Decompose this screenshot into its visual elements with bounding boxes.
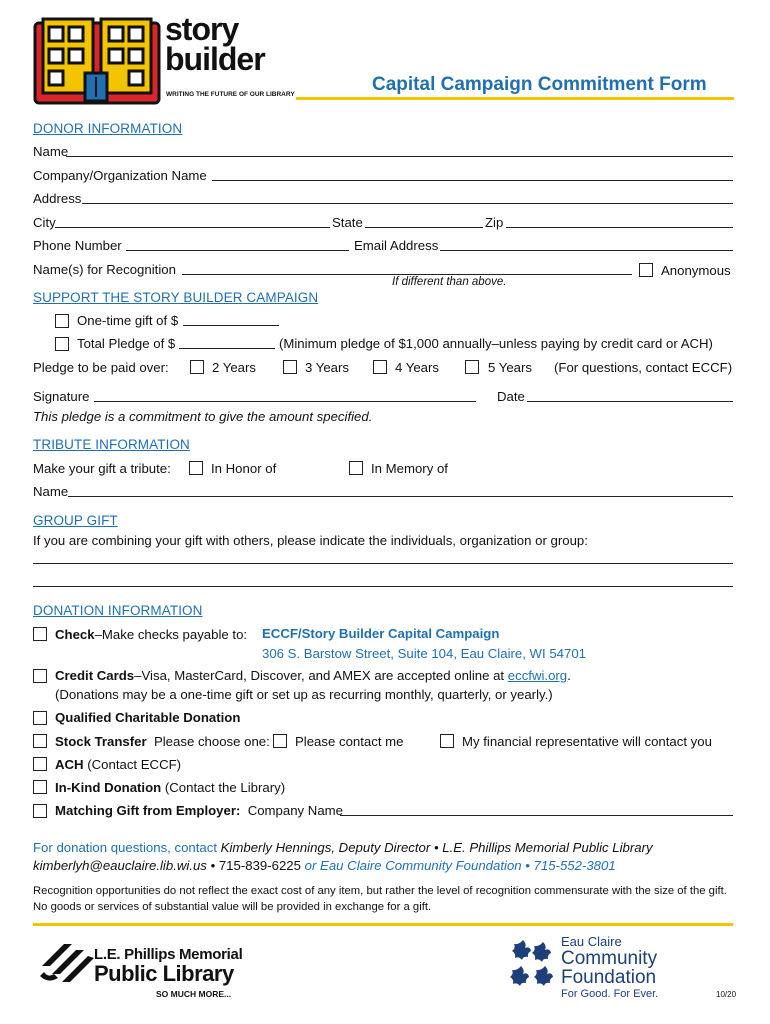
recognition-field[interactable] (182, 274, 632, 275)
matching-gift-option (55, 803, 343, 818)
credit-period: . (567, 668, 571, 683)
contact-phone: • 715-839-6225 (206, 858, 301, 873)
eccf-tagline: For Good. For Ever. (561, 988, 659, 1000)
email-field[interactable] (440, 250, 733, 251)
pledge-3-years-label: 3 Years (305, 360, 349, 375)
donation-heading: DONATION INFORMATION (33, 603, 203, 618)
credit-label: Credit Cards (55, 668, 135, 683)
in-honor-label: In Honor of (211, 461, 277, 476)
tribute-name-field[interactable] (68, 496, 733, 497)
phone-field[interactable] (126, 250, 349, 251)
pledge-paid-over-label: Pledge to be paid over: (33, 360, 169, 375)
pledge-2-years-label: 2 Years (212, 360, 256, 375)
contact-line-2 (33, 858, 616, 873)
stock-label: Stock Transfer (55, 734, 147, 749)
one-time-label: One-time gift of $ (77, 313, 179, 328)
group-field-line-2[interactable] (33, 586, 733, 587)
library-swoosh-icon (38, 936, 96, 988)
date-field[interactable] (527, 401, 733, 402)
library-name-line1: L.E. Phillips Memorial (94, 946, 243, 963)
group-prompt: If you are combining your gift with others, please indicate the individuals, organization or group: (33, 533, 588, 548)
city-label: City (33, 215, 56, 230)
logo-tagline: WRITING THE FUTURE OF OUR LIBRARY (166, 91, 295, 98)
company-label: Company/Organization Name (33, 168, 207, 183)
tribute-prompt: Make your gift a tribute: (33, 461, 171, 476)
state-label: State (332, 215, 363, 230)
anonymous-checkbox[interactable] (639, 263, 653, 277)
recognition-label: Name(s) for Recognition (33, 262, 176, 277)
check-payee: ECCF/Story Builder Capital Campaign (262, 626, 500, 641)
total-pledge-checkbox[interactable] (55, 337, 69, 351)
eccf-logo (509, 934, 679, 1004)
address-label: Address (33, 191, 82, 206)
check-text: –Make checks payable to: (94, 627, 248, 642)
disclaimer: Recognition opportunities do not reflect the exact cost of any item, but rather the level of recognition commensurate with the size of the gift. No goods or services of substantial value will be provided in exchange for a gift. (33, 885, 727, 913)
story-builder-logo (33, 11, 303, 105)
one-time-amount-field[interactable] (183, 325, 279, 326)
ach-option (55, 757, 181, 772)
qcd-checkbox[interactable] (33, 711, 47, 725)
qcd-label: Qualified Charitable Donation (55, 710, 241, 725)
eccf-name-line2: Community (561, 948, 658, 969)
commitment-note: This pledge is a commitment to give the amount specified. (33, 409, 373, 424)
zip-field[interactable] (506, 227, 733, 228)
tribute-name-label: Name (33, 484, 69, 499)
stock-representative-label: My financial representative will contact you (462, 734, 712, 749)
pledge-5-years-checkbox[interactable] (465, 360, 479, 374)
credit-text: –Visa, MasterCard, Discover, and AMEX are accepted online at (134, 668, 508, 683)
check-address: 306 S. Barstow Street, Suite 104, Eau Claire, WI 54701 (262, 646, 587, 661)
group-heading: GROUP GIFT (33, 513, 118, 528)
credit-card-option (55, 668, 571, 683)
inkind-label: In-Kind Donation (55, 780, 162, 795)
in-memory-label: In Memory of (371, 461, 448, 476)
zip-label: Zip (485, 215, 504, 230)
ach-text: (Contact ECCF) (83, 757, 182, 772)
pledge-4-years-label: 4 Years (395, 360, 439, 375)
stock-text: Please choose one: (153, 734, 270, 749)
matching-text: Company Name (247, 803, 343, 818)
in-kind-option (55, 780, 285, 795)
stock-contact-me-label: Please contact me (295, 734, 404, 749)
signature-label: Signature (33, 389, 90, 404)
contact-prefix: For donation questions, contact (33, 840, 221, 855)
state-field[interactable] (365, 227, 483, 228)
group-field-line-1[interactable] (33, 563, 733, 564)
signature-field[interactable] (94, 401, 476, 402)
matching-gift-checkbox[interactable] (33, 804, 47, 818)
stock-contact-me-checkbox[interactable] (273, 734, 287, 748)
in-honor-checkbox[interactable] (189, 461, 203, 475)
footer-divider (33, 923, 733, 926)
contact-line-1 (33, 840, 653, 855)
donor-name-label: Name (33, 144, 69, 159)
questions-note: (For questions, contact ECCF) (554, 360, 733, 375)
address-field[interactable] (82, 203, 733, 204)
stock-transfer-option (55, 734, 270, 749)
donor-name-field[interactable] (66, 156, 733, 157)
check-checkbox[interactable] (33, 627, 47, 641)
ach-checkbox[interactable] (33, 757, 47, 771)
total-pledge-amount-field[interactable] (179, 348, 275, 349)
tribute-heading: TRIBUTE INFORMATION (33, 437, 190, 452)
form-title: Capital Campaign Commitment Form (372, 74, 707, 95)
inkind-text: (Contact the Library) (161, 780, 286, 795)
pledge-3-years-checkbox[interactable] (283, 360, 297, 374)
matching-company-field[interactable] (340, 815, 733, 816)
logo-word-builder: builder (165, 41, 265, 77)
support-heading: SUPPORT THE STORY BUILDER CAMPAIGN (33, 290, 319, 305)
check-label: Check (55, 627, 95, 642)
company-field[interactable] (212, 180, 733, 181)
pledge-2-years-checkbox[interactable] (190, 360, 204, 374)
credit-note: (Donations may be a one-time gift or set up as recurring monthly, quarterly, or yearly.) (55, 687, 553, 702)
in-kind-checkbox[interactable] (33, 780, 47, 794)
eccf-name-line3: Foundation (561, 967, 657, 988)
pledge-4-years-checkbox[interactable] (373, 360, 387, 374)
form-version: 10/20 (716, 990, 737, 999)
check-option (55, 627, 247, 642)
phone-label: Phone Number (33, 238, 122, 253)
date-label: Date (497, 389, 525, 404)
total-pledge-label: Total Pledge of $ (77, 336, 176, 351)
different-note: If different than above. (392, 276, 507, 288)
logo-word-story: story (165, 11, 239, 47)
in-memory-checkbox[interactable] (349, 461, 363, 475)
anonymous-label: Anonymous (661, 263, 731, 278)
book-building-icon (33, 17, 161, 105)
library-name-line2: Public Library (94, 961, 234, 986)
one-time-checkbox[interactable] (55, 314, 69, 328)
credit-card-checkbox[interactable] (33, 669, 47, 683)
ach-label: ACH (55, 757, 84, 772)
contact-eccf: or Eau Claire Community Foundation • 715-552-3801 (300, 858, 616, 873)
pledge-5-years-label: 5 Years (488, 360, 532, 375)
city-field[interactable] (55, 227, 330, 228)
logo-underline (296, 97, 734, 100)
stock-representative-checkbox[interactable] (440, 734, 454, 748)
library-logo (38, 932, 243, 1000)
minimum-note: (Minimum pledge of $1,000 annually–unless paying by credit card or ACH) (279, 336, 713, 351)
library-tagline: SO MUCH MORE... (156, 989, 232, 999)
matching-label: Matching Gift from Employer: (55, 803, 241, 818)
stock-transfer-checkbox[interactable] (33, 734, 47, 748)
email-label: Email Address (354, 238, 439, 253)
donor-heading: DONOR INFORMATION (33, 121, 183, 136)
eccf-website-link[interactable]: eccfwi.org (507, 668, 568, 683)
oak-leaves-icon (509, 938, 559, 994)
contact-email[interactable]: kimberlyh@eauclaire.lib.wi.us (33, 858, 207, 873)
contact-person: Kimberly Hennings, Deputy Director • L.E. Phillips Memorial Public Library (220, 840, 653, 855)
eccf-name-line1: Eau Claire (561, 934, 622, 949)
